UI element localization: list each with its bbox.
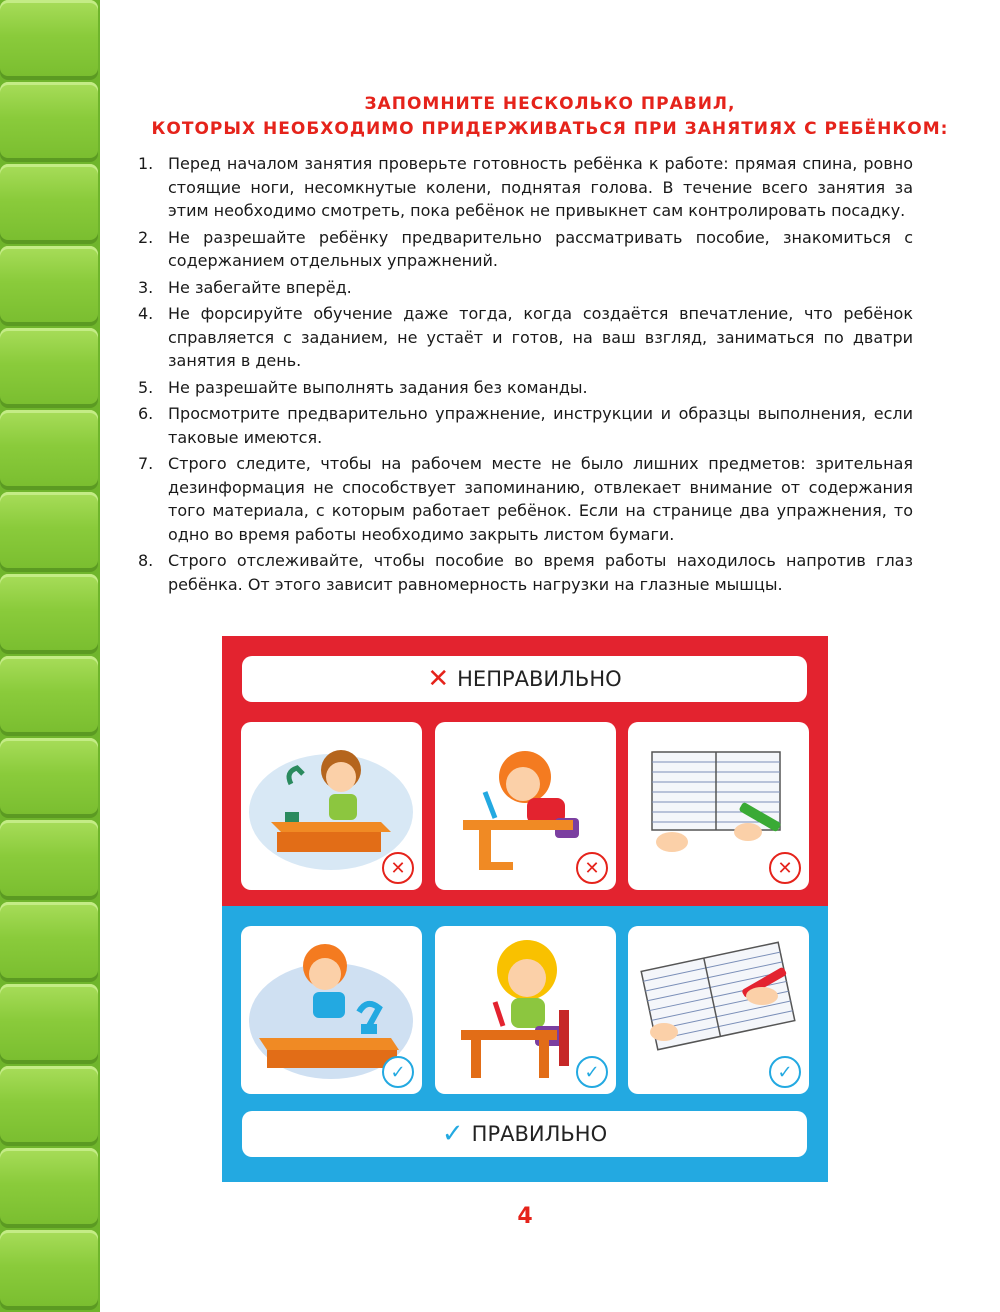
rule-number: 3. xyxy=(138,277,154,297)
heading-line-1: ЗАПОМНИТЕ НЕСКОЛЬКО ПРАВИЛ, xyxy=(364,94,736,114)
rule-item xyxy=(138,549,913,596)
rule-item xyxy=(138,152,913,223)
rule-number: 8. xyxy=(138,551,154,570)
rule-text: Перед началом занятия проверьте готовность ребёнка к работе: прямая спина, ровно стоящие ноги, несомкнутые колени, поднятая голова. В течение всего занятия за этим необходимо смотреть, пока ребёнок не привыкнет сам контролировать посадку. xyxy=(168,154,913,220)
rule-number: 4. xyxy=(138,304,154,323)
wrong-badge-icon: ✕ xyxy=(576,852,608,884)
page-number: 4 xyxy=(517,1204,533,1229)
rule-text: Не разрешайте выполнять задания без команды. xyxy=(168,377,588,397)
right-posture-card-3 xyxy=(628,926,809,1094)
rule-text: Просмотрите предварительно упражнение, инструкции и образцы выполнения, если таковые имеются. xyxy=(168,404,913,447)
rule-number: 7. xyxy=(138,454,154,473)
right-badge-icon: ✓ xyxy=(576,1056,608,1088)
rule-text: Не забегайте вперёд. xyxy=(168,277,352,297)
rule-number: 5. xyxy=(138,377,154,397)
check-icon: ✓ xyxy=(441,1119,464,1149)
rule-number: 6. xyxy=(138,404,154,423)
rule-item xyxy=(138,226,913,273)
rule-number: 2. xyxy=(138,227,154,247)
rule-item xyxy=(138,376,913,400)
right-banner xyxy=(242,1111,807,1157)
wrong-banner xyxy=(242,656,807,702)
cross-icon: ✕ xyxy=(427,664,450,694)
rule-number: 1. xyxy=(138,154,154,173)
side-decoration-strip xyxy=(0,0,100,1312)
right-label: ПРАВИЛЬНО xyxy=(471,1122,608,1146)
wrong-badge-icon: ✕ xyxy=(769,852,801,884)
rule-text: Не разрешайте ребёнку предварительно рассматривать пособие, знакомиться с содержанием отдельных упражнений. xyxy=(168,227,913,270)
right-badge-icon: ✓ xyxy=(769,1056,801,1088)
wrong-posture-card-2 xyxy=(435,722,616,890)
right-badge-icon: ✓ xyxy=(382,1056,414,1088)
rule-item xyxy=(138,452,913,546)
heading-line-2: КОТОРЫХ НЕОБХОДИМО ПРИДЕРЖИВАТЬСЯ ПРИ ЗАНЯТИЯХ С РЕБЁНКОМ: xyxy=(151,119,949,139)
right-posture-card-1 xyxy=(241,926,422,1094)
right-posture-card-2 xyxy=(435,926,616,1094)
rule-item xyxy=(138,402,913,449)
rule-item xyxy=(138,276,913,300)
rule-text: Строго отслеживайте, чтобы пособие во время работы находилось напротив глаз ребёнка. От этого зависит равномерность нагрузки на глазные мышцы. xyxy=(168,551,913,594)
rule-item xyxy=(138,302,913,373)
rule-text: Строго следите, чтобы на рабочем месте не было лишних предметов: зрительная дезинформация не способствует запоминанию, отвлекает внимание от содержания того материала, с которым работает ребёнок. Если на странице два упражнения, то одно во время работы необходимо закрыть листом бумаги. xyxy=(168,454,913,544)
wrong-posture-card-1 xyxy=(241,722,422,890)
wrong-label: НЕПРАВИЛЬНО xyxy=(457,667,622,691)
wrong-badge-icon: ✕ xyxy=(382,852,414,884)
posture-illustration-panel xyxy=(222,636,828,1182)
rule-text: Не форсируйте обучение даже тогда, когда создаётся впечатление, что ребёнок справляется с заданием, не устаёт и готов, на ваш взгляд, заниматься по дватри занятия в день. xyxy=(168,304,913,370)
rules-list xyxy=(138,152,913,599)
wrong-posture-card-3 xyxy=(628,722,809,890)
